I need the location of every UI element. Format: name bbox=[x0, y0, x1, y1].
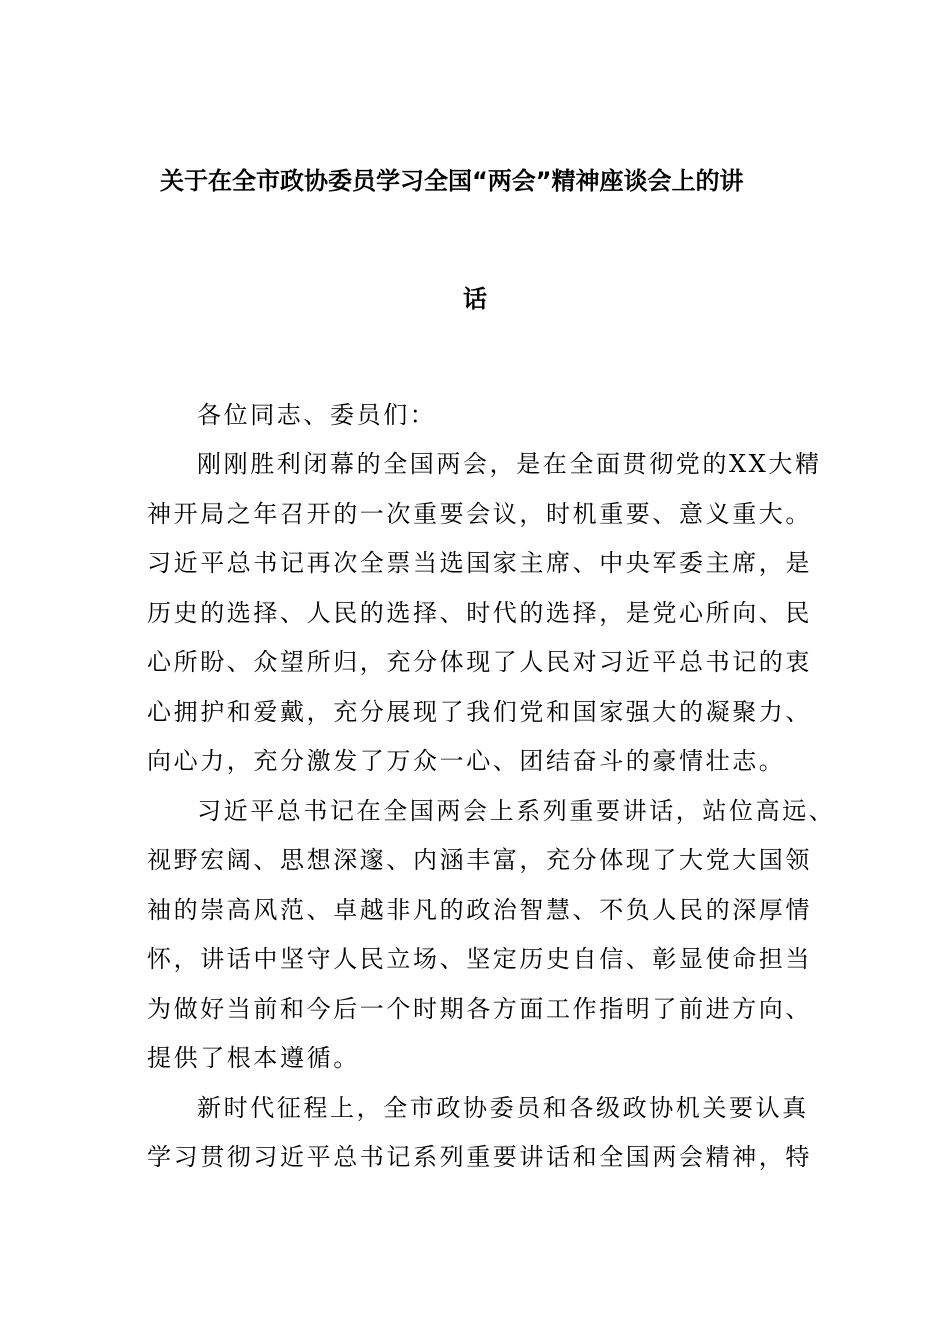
paragraph-1-line: 向心力，充分激发了万众一心、团结奋斗的豪情壮志。 bbox=[147, 747, 786, 775]
paragraph-1-line: 心拥护和爱戴，充分展现了我们党和国家强大的凝聚力、 bbox=[147, 698, 812, 726]
paragraph-2-line: 为做好当前和今后一个时期各方面工作指明了前进方向、 bbox=[147, 995, 812, 1023]
paragraph-3-line: 新时代征程上，全市政协委员和各级政协机关要认真 bbox=[197, 1094, 809, 1122]
paragraph-3-line: 学习贯彻习近平总书记系列重要讲话和全国两会精神，特 bbox=[147, 1143, 812, 1171]
paragraph-2-line: 怀，讲话中坚守人民立场、坚定历史自信、彰显使命担当 bbox=[147, 945, 812, 973]
document-title-line-1: 关于在全市政协委员学习全国“两会”精神座谈会上的讲 bbox=[160, 167, 744, 195]
paragraph-1-line: 习近平总书记再次全票当选国家主席、中央军委主席，是 bbox=[147, 549, 812, 577]
document-title-line-2: 话 bbox=[463, 285, 487, 313]
paragraph-2-line: 视野宏阔、思想深邃、内涵丰富，充分体现了大党大国领 bbox=[147, 846, 812, 874]
paragraph-1-line: 历史的选择、人民的选择、时代的选择，是党心所向、民 bbox=[147, 599, 812, 627]
paragraph-1-line: 刚刚胜利闭幕的全国两会，是在全面贯彻党的XX大精 bbox=[197, 450, 822, 478]
paragraph-2-line: 袖的崇高风范、卓越非凡的政治智慧、不负人民的深厚情 bbox=[147, 896, 812, 924]
paragraph-1-line: 神开局之年召开的一次重要会议，时机重要、意义重大。 bbox=[147, 500, 812, 528]
paragraph-1-line: 心所盼、众望所归，充分体现了人民对习近平总书记的衷 bbox=[147, 648, 812, 676]
salutation: 各位同志、委员们： bbox=[197, 401, 437, 429]
paragraph-2-line: 提供了根本遵循。 bbox=[147, 1044, 360, 1072]
paragraph-2-line: 习近平总书记在全国两会上系列重要讲话，站位高远、 bbox=[197, 797, 836, 825]
